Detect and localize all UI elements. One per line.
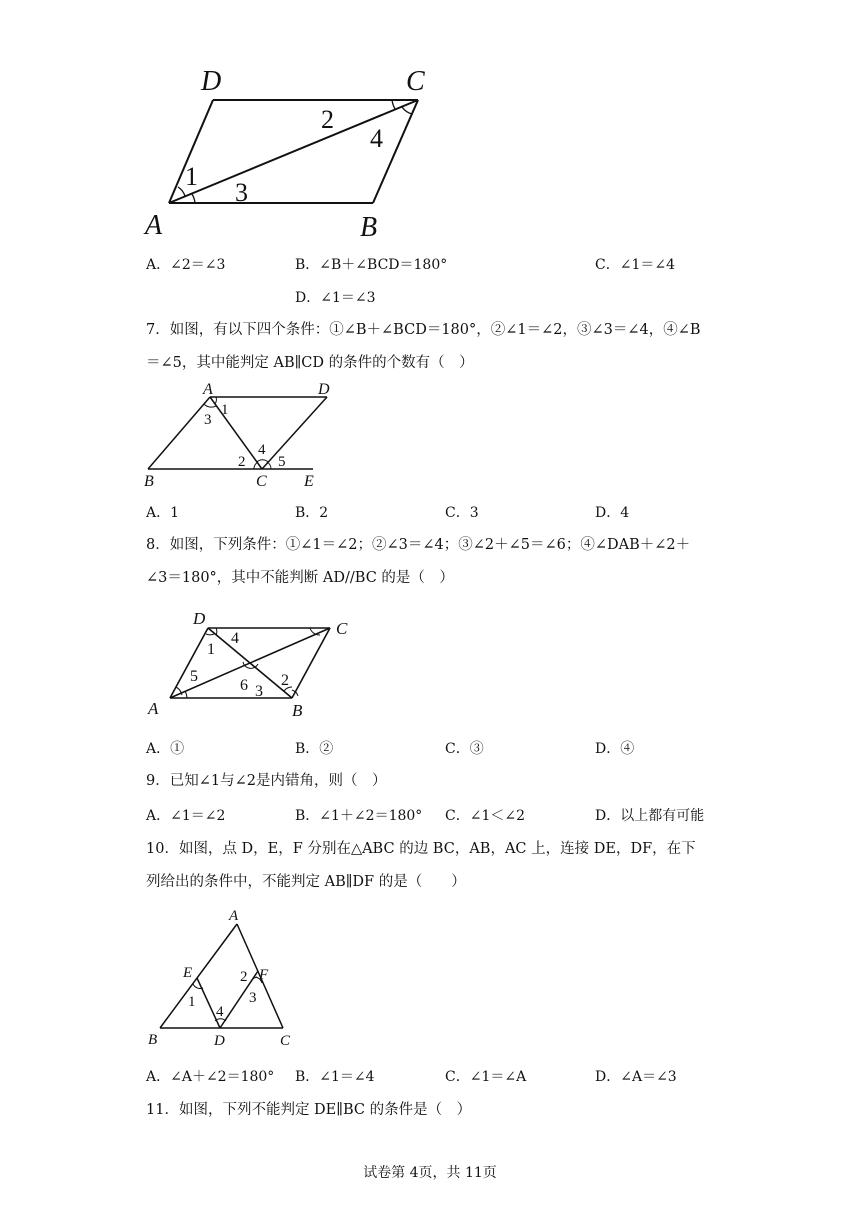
page-footer: 试卷第 4页，共 11页 [363,1165,497,1181]
q6-option-b: B．∠B＋∠BCD＝180° [295,257,448,273]
q8-angle-4: 4 [231,630,239,647]
q10-label-e: E [183,965,193,981]
q10-angle-3: 3 [249,990,257,1006]
vertex-label-a: A [145,210,163,241]
q10-label-b: B [148,1032,158,1048]
q8-label-a: A [148,699,159,718]
q7-angle-3: 3 [204,412,212,428]
figure-q10 [140,905,310,1055]
q10-angle-4: 4 [216,1004,224,1020]
q8-angle-3: 3 [255,683,263,700]
q7-option-a: A．1 [146,505,180,521]
q10-label-f: F [259,967,269,983]
q7-option-d: D．4 [595,505,630,521]
q9-option-c: C．∠1＜∠2 [445,808,525,824]
q7-angle-2: 2 [238,454,246,470]
q8-option-c: C．③ [445,741,484,757]
figure-q8 [140,598,370,723]
q8-option-a: A．① [146,741,185,757]
q8-label-b: B [292,701,303,720]
q7-label-d: D [318,381,330,398]
q6-option-a: A．∠2＝∠3 [146,257,226,273]
q9-option-a: A．∠1＝∠2 [146,808,226,824]
q7-option-b: B．2 [295,505,329,521]
vertex-label-d: D [201,66,222,97]
q8-stem-line-1: 8．如图，下列条件：①∠1＝∠2；②∠3＝∠4；③∠2＋∠5＝∠6；④∠DAB＋∠2＋ [146,537,691,553]
q7-angle-4: 4 [258,442,266,458]
q8-angle-6: 6 [240,677,248,694]
q10-label-d: D [214,1033,225,1049]
q7-stem-line-1: 7．如图，有以下四个条件：①∠B＋∠BCD＝180°，②∠1＝∠2，③∠3＝∠4，④∠B [146,322,701,338]
q10-angle-1: 1 [188,994,196,1010]
q8-angle-1: 1 [207,641,215,658]
q8-angle-2: 2 [281,672,289,689]
q8-angle-5: 5 [190,668,198,685]
vertex-label-c: C [406,66,425,97]
q8-option-d: D．④ [595,741,635,757]
q7-label-e: E [304,473,314,490]
figure-q7 [140,380,340,495]
q8-option-b: B．② [295,741,334,757]
q7-angle-1: 1 [221,402,229,418]
q10-label-c: C [280,1033,291,1049]
q7-label-b: B [144,473,154,490]
q9-stem-line-1: 9．已知∠1与∠2是内错角，则（ ） [146,773,387,789]
q6-option-d: D．∠1＝∠3 [295,290,376,306]
q7-angle-5: 5 [278,454,286,470]
q10-option-c: C．∠1＝∠A [445,1069,527,1085]
figure-parallelogram-q6 [140,62,440,242]
q10-angle-2: 2 [240,969,248,985]
q7-option-c: C．3 [445,505,479,521]
q11-stem-line-1: 11．如图，下列不能判定 DE∥BC 的条件是（ ） [146,1102,472,1118]
q7-stem-line-2: ＝∠5，其中能判定 AB∥CD 的条件的个数有（ ） [146,355,474,371]
angle-label-4: 4 [370,124,383,153]
q8-label-d: D [193,609,206,628]
q10-option-b: B．∠1＝∠4 [295,1069,375,1085]
q8-stem-line-2: ∠3＝180°，其中不能判断 AD//BC 的是（ ） [146,570,454,586]
q8-label-c: C [336,619,348,638]
q7-label-a: A [203,381,213,398]
q10-option-d: D．∠A＝∠3 [595,1069,677,1085]
q9-option-b: B．∠1＋∠2＝180° [295,808,423,824]
q10-stem-line-1: 10．如图，点 D，E，F 分别在△ABC 的边 BC，AB，AC 上，连接 DE，DF，在下 [146,841,696,857]
angle-label-3: 3 [235,178,248,207]
angle-label-1: 1 [185,162,198,191]
q6-option-c: C．∠1＝∠4 [595,257,675,273]
q10-stem-line-2: 列给出的条件中，不能判定 AB∥DF 的是（ ） [146,874,466,890]
vertex-label-b: B [360,212,378,242]
q9-option-d: D．以上都有可能 [595,808,705,824]
angle-label-2: 2 [321,105,334,134]
q10-label-a: A [229,908,239,924]
q7-label-c: C [256,473,267,490]
q10-option-a: A．∠A＋∠2＝180° [146,1069,275,1085]
